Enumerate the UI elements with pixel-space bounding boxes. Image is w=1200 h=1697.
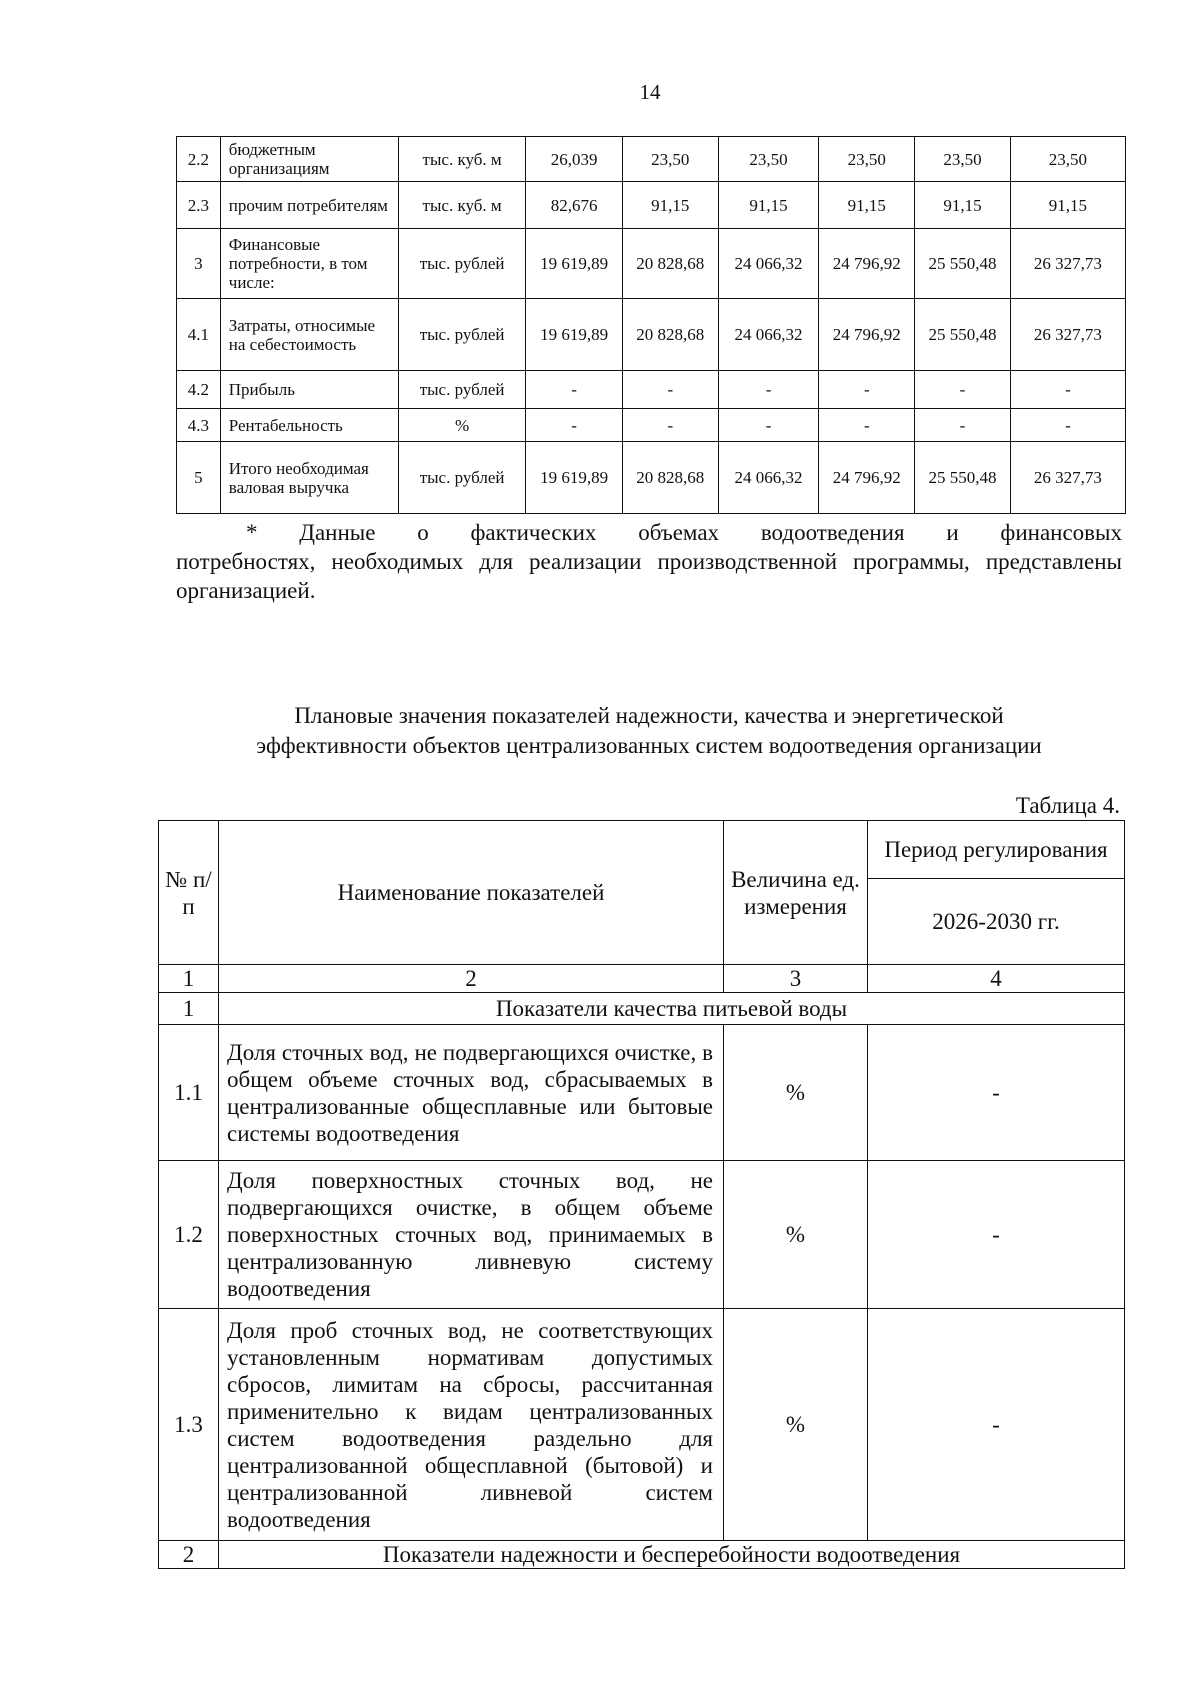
table-cell: 91,15 bbox=[915, 182, 1011, 229]
table-cell: 25 550,48 bbox=[915, 229, 1011, 299]
table-cell: 24 066,32 bbox=[718, 299, 819, 371]
table-cell: 26 327,73 bbox=[1010, 442, 1125, 514]
table-cell: - bbox=[1010, 409, 1125, 442]
table-cell: 19 619,89 bbox=[526, 229, 623, 299]
table-cell: 24 066,32 bbox=[718, 229, 819, 299]
table-row bbox=[177, 409, 1126, 442]
table-cell: - bbox=[526, 371, 623, 409]
row-unit: % bbox=[398, 409, 525, 442]
table-row bbox=[177, 299, 1126, 371]
indicator-text: Доля сточных вод, не подвергающихся очистке, в общем объеме сточных вод, сбрасываемых в централизованные общесплавные или бытовые системы водоотведения bbox=[219, 1025, 724, 1161]
table-cell: - bbox=[819, 371, 915, 409]
table-row bbox=[177, 229, 1126, 299]
row-label: Рентабельность bbox=[220, 409, 398, 442]
header-years: 2026-2030 гг. bbox=[868, 879, 1125, 965]
table-cell: - bbox=[915, 371, 1011, 409]
row-number: 4.1 bbox=[177, 299, 221, 371]
row-number: 1.2 bbox=[159, 1161, 219, 1309]
row-label: прочим потребителям bbox=[220, 182, 398, 229]
row-number: 1.3 bbox=[159, 1309, 219, 1541]
table-cell: - bbox=[526, 409, 623, 442]
table-cell: 23,50 bbox=[1010, 137, 1125, 182]
header-num: № п/п bbox=[159, 821, 219, 965]
table-cell: - bbox=[718, 371, 819, 409]
footnote-line-1: * Данные о фактических объемах водоотведения и финансовых bbox=[246, 520, 1122, 545]
row-number: 3 bbox=[177, 229, 221, 299]
table-cell: 25 550,48 bbox=[915, 442, 1011, 514]
table-row bbox=[159, 1025, 1125, 1161]
table-caption: Таблица 4. bbox=[1015, 793, 1120, 818]
table-row bbox=[177, 371, 1126, 409]
section-heading: Показатели качества питьевой воды bbox=[219, 993, 1125, 1025]
row-unit: тыс. куб. м bbox=[398, 137, 525, 182]
section-row bbox=[159, 993, 1125, 1025]
row-number: 5 bbox=[177, 442, 221, 514]
column-number-row bbox=[159, 965, 1125, 993]
indicator-unit: % bbox=[724, 1309, 868, 1541]
header-name: Наименование показателей bbox=[219, 821, 724, 965]
table-cell: 26 327,73 bbox=[1010, 299, 1125, 371]
indicator-text: Доля поверхностных сточных вод, не подвергающихся очистке, в общем объеме поверхностных сточных вод, принимаемых в централизованную ливневую систему водоотведения bbox=[219, 1161, 724, 1309]
section-title-line-2: эффективности объектов централизованных систем водоотведения организации bbox=[256, 733, 1042, 758]
table-cell: - bbox=[718, 409, 819, 442]
header-period: Период регулирования bbox=[868, 821, 1125, 879]
table-cell: 24 066,32 bbox=[718, 442, 819, 514]
footnote-rest: потребностях, необходимых для реализации производственной программы, представлены организацией. bbox=[176, 549, 1122, 603]
row-label: Затраты, относимые на себестоимость bbox=[220, 299, 398, 371]
row-unit: тыс. рублей bbox=[398, 229, 525, 299]
column-number: 2 bbox=[219, 965, 724, 993]
section-row bbox=[159, 1541, 1125, 1569]
indicator-unit: % bbox=[724, 1025, 868, 1161]
row-label: бюджетным организациям bbox=[220, 137, 398, 182]
table-cell: - bbox=[622, 409, 718, 442]
section-number: 2 bbox=[159, 1541, 219, 1569]
table-cell: 24 796,92 bbox=[819, 299, 915, 371]
row-number: 1.1 bbox=[159, 1025, 219, 1161]
table-cell: 24 796,92 bbox=[819, 229, 915, 299]
column-number: 3 bbox=[724, 965, 868, 993]
table-cell: - bbox=[622, 371, 718, 409]
row-label: Итого необходимая валовая выручка bbox=[220, 442, 398, 514]
section-heading: Показатели надежности и бесперебойности водоотведения bbox=[219, 1541, 1125, 1569]
row-number: 4.3 bbox=[177, 409, 221, 442]
section-number: 1 bbox=[159, 993, 219, 1025]
row-unit: тыс. рублей bbox=[398, 299, 525, 371]
table-cell: - bbox=[915, 409, 1011, 442]
indicators-table bbox=[158, 820, 1125, 1569]
table-cell: 26 327,73 bbox=[1010, 229, 1125, 299]
finance-table bbox=[176, 136, 1126, 514]
page-number: 14 bbox=[639, 80, 661, 104]
indicator-value: - bbox=[868, 1025, 1125, 1161]
table-cell: 82,676 bbox=[526, 182, 623, 229]
row-number: 2.3 bbox=[177, 182, 221, 229]
column-number: 4 bbox=[868, 965, 1125, 993]
table-cell: 20 828,68 bbox=[622, 229, 718, 299]
row-unit: тыс. рублей bbox=[398, 371, 525, 409]
table-cell: 23,50 bbox=[915, 137, 1011, 182]
row-number: 2.2 bbox=[177, 137, 221, 182]
row-label: Прибыль bbox=[220, 371, 398, 409]
header-unit: Величина ед. измерения bbox=[724, 821, 868, 965]
indicator-text: Доля проб сточных вод, не соответствующих установленным нормативам допустимых сбросов, лимитам на сбросы, рассчитанная применительно к видам централизованных систем водоотведения раздельно для централизованной общесплавной (бытовой) и централизованной ливневой систем водоотведения bbox=[219, 1309, 724, 1541]
table-cell: 23,50 bbox=[718, 137, 819, 182]
table-row bbox=[177, 137, 1126, 182]
table-cell: 24 796,92 bbox=[819, 442, 915, 514]
row-label: Финансовые потребности, в том числе: bbox=[220, 229, 398, 299]
section-title bbox=[176, 701, 1122, 761]
row-unit: тыс. куб. м bbox=[398, 182, 525, 229]
table-cell: 23,50 bbox=[819, 137, 915, 182]
indicator-value: - bbox=[868, 1309, 1125, 1541]
indicator-value: - bbox=[868, 1161, 1125, 1309]
table-cell: 91,15 bbox=[622, 182, 718, 229]
table-row bbox=[159, 1309, 1125, 1541]
section-title-line-1: Плановые значения показателей надежности, качества и энергетической bbox=[294, 703, 1004, 728]
table-row bbox=[177, 442, 1126, 514]
row-unit: тыс. рублей bbox=[398, 442, 525, 514]
table-cell: 91,15 bbox=[718, 182, 819, 229]
table-cell: 19 619,89 bbox=[526, 299, 623, 371]
table-cell: - bbox=[1010, 371, 1125, 409]
table-cell: 19 619,89 bbox=[526, 442, 623, 514]
table-cell: 26,039 bbox=[526, 137, 623, 182]
table-cell: 91,15 bbox=[819, 182, 915, 229]
table-row bbox=[159, 1161, 1125, 1309]
table-cell: 25 550,48 bbox=[915, 299, 1011, 371]
table-cell: 23,50 bbox=[622, 137, 718, 182]
column-number: 1 bbox=[159, 965, 219, 993]
table-cell: - bbox=[819, 409, 915, 442]
footnote bbox=[176, 518, 1122, 605]
row-number: 4.2 bbox=[177, 371, 221, 409]
table-cell: 20 828,68 bbox=[622, 442, 718, 514]
table-row bbox=[177, 182, 1126, 229]
header-row bbox=[159, 821, 1125, 879]
table-cell: 20 828,68 bbox=[622, 299, 718, 371]
indicator-unit: % bbox=[724, 1161, 868, 1309]
table-cell: 91,15 bbox=[1010, 182, 1125, 229]
